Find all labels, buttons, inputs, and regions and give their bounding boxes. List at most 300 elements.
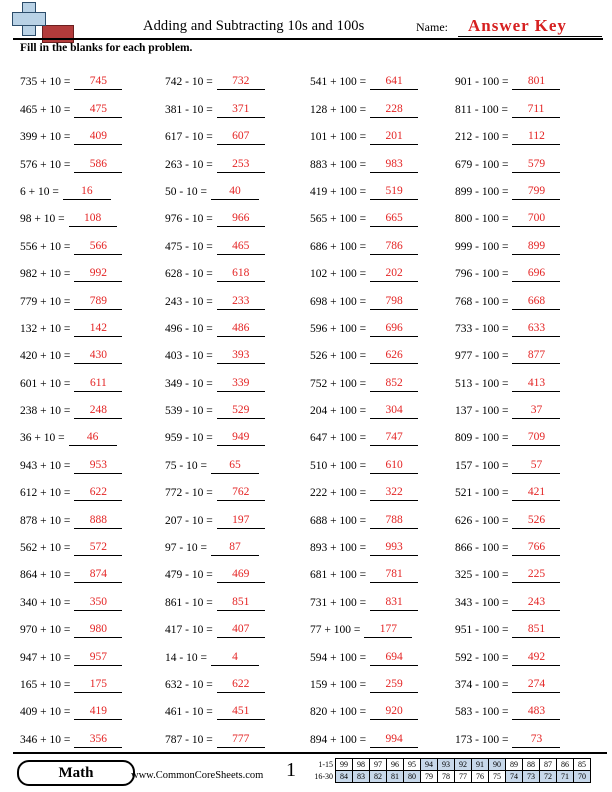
problem-expression: 698 + 100 = [310, 295, 367, 308]
answer-blank[interactable]: 789 [74, 294, 122, 310]
problem [310, 239, 455, 255]
score-cell: 74 [506, 771, 523, 783]
answer-blank[interactable]: 356 [74, 732, 122, 748]
problem [165, 211, 310, 227]
answer-blank[interactable]: 957 [74, 650, 122, 666]
score-cell: 80 [404, 771, 421, 783]
problem [310, 211, 455, 227]
problem [455, 129, 600, 145]
problem [20, 622, 165, 638]
answer-blank[interactable]: 994 [370, 732, 418, 748]
answer-blank[interactable]: 920 [370, 704, 418, 720]
plus-logo-icon [12, 2, 44, 34]
answer-blank[interactable]: 519 [370, 184, 418, 200]
problem [455, 732, 600, 748]
problem [455, 458, 600, 474]
problem [165, 430, 310, 446]
answer-blank[interactable]: 46 [69, 430, 117, 446]
answer-blank[interactable]: 874 [74, 567, 122, 583]
problem [310, 266, 455, 282]
problem-row [20, 611, 600, 638]
problem [310, 184, 455, 200]
problem-expression: 340 + 10 = [20, 596, 71, 609]
problem [165, 595, 310, 611]
problem-expression: 539 - 10 = [165, 405, 213, 418]
problem-expression: 899 - 100 = [455, 185, 509, 198]
score-cell: 73 [523, 771, 540, 783]
problem [165, 157, 310, 173]
answer-blank[interactable]: 529 [217, 403, 265, 419]
problem [165, 74, 310, 90]
answer-blank[interactable]: 641 [370, 74, 418, 90]
problem-row [20, 282, 600, 309]
problem-expression: 325 - 100 = [455, 569, 509, 582]
problem [310, 513, 455, 529]
problem-expression: 576 + 10 = [20, 158, 71, 171]
problem-expression: 679 - 100 = [455, 158, 509, 171]
problem-expression: 742 - 10 = [165, 76, 213, 89]
problem-row [20, 666, 600, 693]
answer-blank[interactable]: 851 [217, 595, 265, 611]
answer-blank[interactable]: 40 [211, 184, 259, 200]
answer-blank[interactable]: 526 [512, 513, 560, 529]
problem-row [20, 227, 600, 254]
problem [310, 102, 455, 118]
answer-blank[interactable]: 225 [512, 567, 560, 583]
name-label: Name: [416, 20, 448, 34]
problem [20, 74, 165, 90]
problem-expression: 461 - 10 = [165, 706, 213, 719]
answer-blank[interactable]: 781 [370, 567, 418, 583]
problem [310, 732, 455, 748]
answer-blank[interactable]: 696 [370, 321, 418, 337]
answer-blank[interactable]: 243 [512, 595, 560, 611]
score-cell: 77 [455, 771, 472, 783]
page-number: 1 [286, 759, 296, 781]
answer-blank[interactable]: 65 [211, 458, 259, 474]
answer-blank[interactable]: 700 [512, 211, 560, 227]
answer-blank[interactable]: 259 [370, 677, 418, 693]
problem [20, 239, 165, 255]
problem-expression: 541 + 100 = [310, 76, 367, 89]
answer-blank[interactable]: 980 [74, 622, 122, 638]
score-cell: 76 [472, 771, 489, 783]
answer-blank[interactable]: 777 [217, 732, 265, 748]
problem-expression: 752 + 100 = [310, 377, 367, 390]
problem-expression: 632 - 10 = [165, 678, 213, 691]
answer-blank[interactable]: 622 [74, 485, 122, 501]
answer-blank[interactable]: 851 [512, 622, 560, 638]
problem-expression: 513 - 100 = [455, 377, 509, 390]
problem-row [20, 63, 600, 90]
problem-expression: 526 + 100 = [310, 350, 367, 363]
problem [310, 376, 455, 392]
answer-blank[interactable]: 112 [512, 129, 560, 145]
problem-expression: 101 + 100 = [310, 131, 367, 144]
problem-expression: 97 - 10 = [165, 542, 207, 555]
score-row-label: 1-15 [318, 760, 333, 769]
problem [165, 321, 310, 337]
problem-expression: 374 - 100 = [455, 678, 509, 691]
problem [20, 704, 165, 720]
problem-expression: 420 + 10 = [20, 350, 71, 363]
answer-blank[interactable]: 711 [512, 102, 560, 118]
answer-blank[interactable]: 732 [217, 74, 265, 90]
answer-blank[interactable]: 430 [74, 348, 122, 364]
answer-blank[interactable]: 16 [63, 184, 111, 200]
answer-blank[interactable]: 831 [370, 595, 418, 611]
answer-blank[interactable]: 73 [512, 732, 560, 748]
problem [165, 239, 310, 255]
problem-expression: 510 + 100 = [310, 459, 367, 472]
answer-blank[interactable]: 762 [217, 485, 265, 501]
answer-blank[interactable]: 993 [370, 540, 418, 556]
answer-blank[interactable]: 371 [217, 102, 265, 118]
answer-blank[interactable]: 953 [74, 458, 122, 474]
problem [165, 485, 310, 501]
problem-expression: 399 + 10 = [20, 131, 71, 144]
answer-blank[interactable]: 788 [370, 513, 418, 529]
problem-expression: 562 + 10 = [20, 542, 71, 555]
answer-blank[interactable]: 322 [370, 485, 418, 501]
problem-expression: 731 + 100 = [310, 596, 367, 609]
score-cell: 81 [387, 771, 404, 783]
problem [20, 376, 165, 392]
answer-blank[interactable]: 747 [370, 430, 418, 446]
answer-blank[interactable]: 108 [69, 211, 117, 227]
problem [310, 348, 455, 364]
problem [20, 211, 165, 227]
problem [20, 650, 165, 666]
problem-row [20, 446, 600, 473]
problem [455, 294, 600, 310]
problem-expression: 137 - 100 = [455, 405, 509, 418]
problem-expression: 681 + 100 = [310, 569, 367, 582]
score-cell: 83 [353, 771, 370, 783]
score-cell: 93 [438, 759, 455, 771]
answer-blank[interactable]: 233 [217, 294, 265, 310]
answer-blank[interactable]: 197 [217, 513, 265, 529]
answer-blank[interactable]: 566 [74, 239, 122, 255]
problem [455, 595, 600, 611]
problem [20, 540, 165, 556]
answer-blank[interactable]: 665 [370, 211, 418, 227]
problem-expression: 409 + 10 = [20, 706, 71, 719]
answer-blank[interactable]: 475 [74, 102, 122, 118]
problem-grid [20, 63, 600, 749]
problem-row [20, 392, 600, 419]
problem [165, 540, 310, 556]
problem [20, 102, 165, 118]
problem-expression: 959 - 10 = [165, 432, 213, 445]
answer-blank[interactable]: 407 [217, 622, 265, 638]
answer-blank[interactable]: 421 [512, 485, 560, 501]
problem-expression: 866 - 100 = [455, 542, 509, 555]
problem-expression: 159 + 100 = [310, 678, 367, 691]
problem [20, 321, 165, 337]
problem-row [20, 556, 600, 583]
answer-blank[interactable]: 668 [512, 294, 560, 310]
answer-blank[interactable]: 992 [74, 266, 122, 282]
problem [455, 266, 600, 282]
answer-blank[interactable]: 201 [370, 129, 418, 145]
problem-expression: 343 - 100 = [455, 596, 509, 609]
problem-row [20, 529, 600, 556]
answer-blank[interactable]: 610 [370, 458, 418, 474]
answer-blank[interactable]: 877 [512, 348, 560, 364]
problem-expression: 238 + 10 = [20, 405, 71, 418]
worksheet-footer [13, 752, 607, 788]
problem [455, 485, 600, 501]
subject-badge: Math [17, 760, 135, 786]
answer-blank[interactable]: 618 [217, 266, 265, 282]
problem [455, 211, 600, 227]
answer-blank[interactable]: 799 [512, 184, 560, 200]
problem-expression: 977 - 100 = [455, 350, 509, 363]
problem-expression: 601 + 10 = [20, 377, 71, 390]
answer-blank[interactable]: 966 [217, 211, 265, 227]
problem-expression: 800 - 100 = [455, 213, 509, 226]
problem-expression: 612 + 10 = [20, 487, 71, 500]
answer-blank[interactable]: 465 [217, 239, 265, 255]
answer-blank[interactable]: 248 [74, 403, 122, 419]
answer-blank[interactable]: 393 [217, 348, 265, 364]
answer-blank[interactable]: 626 [370, 348, 418, 364]
problem-expression: 820 + 100 = [310, 706, 367, 719]
problem [20, 157, 165, 173]
problem-expression: 381 - 10 = [165, 103, 213, 116]
answer-blank[interactable]: 611 [74, 376, 122, 392]
answer-blank[interactable]: 274 [512, 677, 560, 693]
answer-blank[interactable]: 766 [512, 540, 560, 556]
score-cell: 96 [387, 759, 404, 771]
problem-expression: 796 - 100 = [455, 268, 509, 281]
problem [20, 403, 165, 419]
problem-expression: 861 - 10 = [165, 596, 213, 609]
problem [310, 567, 455, 583]
answer-blank[interactable]: 142 [74, 321, 122, 337]
problem-expression: 465 + 10 = [20, 103, 71, 116]
site-url: www.CommonCoreSheets.com [131, 770, 264, 781]
problem-expression: 565 + 100 = [310, 213, 367, 226]
answer-blank[interactable]: 579 [512, 157, 560, 173]
problem [20, 458, 165, 474]
problem [20, 513, 165, 529]
answer-blank[interactable]: 786 [370, 239, 418, 255]
answer-blank[interactable]: 409 [74, 129, 122, 145]
answer-blank[interactable]: 87 [211, 540, 259, 556]
problem [20, 567, 165, 583]
score-cell: 75 [489, 771, 506, 783]
problem-expression: 173 - 100 = [455, 733, 509, 746]
problem [310, 294, 455, 310]
answer-blank[interactable]: 694 [370, 650, 418, 666]
problem-expression: 346 + 10 = [20, 733, 71, 746]
answer-blank[interactable]: 745 [74, 74, 122, 90]
score-cell: 98 [353, 759, 370, 771]
problem-expression: 596 + 100 = [310, 322, 367, 335]
problem [165, 102, 310, 118]
problem-row [20, 501, 600, 528]
problem-expression: 417 - 10 = [165, 624, 213, 637]
problem-row [20, 255, 600, 282]
problem-expression: 947 + 10 = [20, 651, 71, 664]
problem-expression: 75 - 10 = [165, 459, 207, 472]
problem-expression: 883 + 100 = [310, 158, 367, 171]
answer-blank[interactable]: 202 [370, 266, 418, 282]
answer-blank[interactable]: 304 [370, 403, 418, 419]
problem [455, 430, 600, 446]
answer-blank[interactable]: 486 [217, 321, 265, 337]
problem-expression: 688 + 100 = [310, 514, 367, 527]
problem-expression: 50 - 10 = [165, 185, 207, 198]
problem-row [20, 145, 600, 172]
score-cell: 87 [540, 759, 557, 771]
problem [165, 403, 310, 419]
score-cell: 70 [574, 771, 591, 783]
problem-expression: 157 - 100 = [455, 459, 509, 472]
problem [310, 677, 455, 693]
problem [310, 403, 455, 419]
problem [165, 458, 310, 474]
answer-blank[interactable]: 177 [364, 622, 412, 638]
problem-row [20, 118, 600, 145]
problem [455, 622, 600, 638]
problem-expression: 768 - 100 = [455, 295, 509, 308]
problem-expression: 479 - 10 = [165, 569, 213, 582]
problem-expression: 77 + 100 = [310, 624, 361, 637]
problem [310, 595, 455, 611]
problem [165, 376, 310, 392]
problem [455, 403, 600, 419]
answer-blank[interactable]: 37 [512, 403, 560, 419]
problem-row [20, 419, 600, 446]
problem [165, 294, 310, 310]
worksheet-header [0, 0, 612, 40]
score-row [306, 759, 591, 771]
problem [20, 184, 165, 200]
problem-expression: 999 - 100 = [455, 240, 509, 253]
problem-expression: 970 + 10 = [20, 624, 71, 637]
answer-blank[interactable]: 899 [512, 239, 560, 255]
problem-expression: 787 - 10 = [165, 733, 213, 746]
answer-blank[interactable]: 419 [74, 704, 122, 720]
answer-blank[interactable]: 949 [217, 430, 265, 446]
answer-blank[interactable]: 492 [512, 650, 560, 666]
answer-blank[interactable]: 633 [512, 321, 560, 337]
answer-blank[interactable]: 413 [512, 376, 560, 392]
problem-expression: 976 - 10 = [165, 213, 213, 226]
problem [20, 348, 165, 364]
answer-blank[interactable]: 798 [370, 294, 418, 310]
problem-row [20, 200, 600, 227]
answer-blank[interactable]: 57 [512, 458, 560, 474]
problem [310, 157, 455, 173]
answer-blank[interactable]: 696 [512, 266, 560, 282]
answer-blank[interactable]: 801 [512, 74, 560, 90]
answer-blank[interactable]: 709 [512, 430, 560, 446]
problem [455, 74, 600, 90]
problem-expression: 594 + 100 = [310, 651, 367, 664]
problem-expression: 733 - 100 = [455, 322, 509, 335]
problem-expression: 349 - 10 = [165, 377, 213, 390]
answer-blank[interactable]: 228 [370, 102, 418, 118]
problem [165, 513, 310, 529]
answer-blank[interactable]: 253 [217, 157, 265, 173]
problem-expression: 901 - 100 = [455, 76, 509, 89]
problem [20, 129, 165, 145]
problem [310, 430, 455, 446]
answer-blank[interactable]: 175 [74, 677, 122, 693]
name-field[interactable] [458, 36, 602, 37]
problem [455, 677, 600, 693]
answer-blank[interactable]: 888 [74, 513, 122, 529]
problem-row [20, 638, 600, 665]
problem-expression: 626 - 100 = [455, 514, 509, 527]
score-cell: 88 [523, 759, 540, 771]
answer-key-label: Answer Key [468, 16, 567, 35]
problem-expression: 943 + 10 = [20, 459, 71, 472]
answer-blank[interactable]: 451 [217, 704, 265, 720]
answer-blank[interactable]: 469 [217, 567, 265, 583]
answer-blank[interactable]: 350 [74, 595, 122, 611]
problem [310, 321, 455, 337]
problem [165, 704, 310, 720]
score-cell: 82 [370, 771, 387, 783]
instructions: Fill in the blanks for each problem. [20, 42, 193, 54]
problem [455, 650, 600, 666]
score-cell: 94 [421, 759, 438, 771]
answer-blank[interactable]: 586 [74, 157, 122, 173]
problem [20, 485, 165, 501]
answer-blank[interactable]: 572 [74, 540, 122, 556]
answer-blank[interactable]: 852 [370, 376, 418, 392]
answer-blank[interactable]: 4 [211, 650, 259, 666]
problem [20, 266, 165, 282]
problem [20, 294, 165, 310]
problem-expression: 207 - 10 = [165, 514, 213, 527]
problem [20, 430, 165, 446]
answer-blank[interactable]: 607 [217, 129, 265, 145]
problem-expression: 128 + 100 = [310, 103, 367, 116]
score-row [306, 771, 591, 783]
score-cell: 78 [438, 771, 455, 783]
problem-expression: 592 - 100 = [455, 651, 509, 664]
problem [165, 677, 310, 693]
problem-row [20, 173, 600, 200]
score-cell: 95 [404, 759, 421, 771]
problem-expression: 811 - 100 = [455, 103, 509, 116]
answer-blank[interactable]: 483 [512, 704, 560, 720]
problem-row [20, 474, 600, 501]
problem [165, 184, 310, 200]
problem [310, 458, 455, 474]
answer-blank[interactable]: 622 [217, 677, 265, 693]
problem-expression: 628 - 10 = [165, 268, 213, 281]
problem-expression: 204 + 100 = [310, 405, 367, 418]
problem-expression: 686 + 100 = [310, 240, 367, 253]
score-cell: 91 [472, 759, 489, 771]
problem [310, 485, 455, 501]
problem-expression: 98 + 10 = [20, 213, 65, 226]
problem-expression: 951 - 100 = [455, 624, 509, 637]
score-cell: 85 [574, 759, 591, 771]
problem-expression: 583 - 100 = [455, 706, 509, 719]
problem-expression: 617 - 10 = [165, 131, 213, 144]
problem-row [20, 583, 600, 610]
answer-blank[interactable]: 983 [370, 157, 418, 173]
answer-blank[interactable]: 339 [217, 376, 265, 392]
